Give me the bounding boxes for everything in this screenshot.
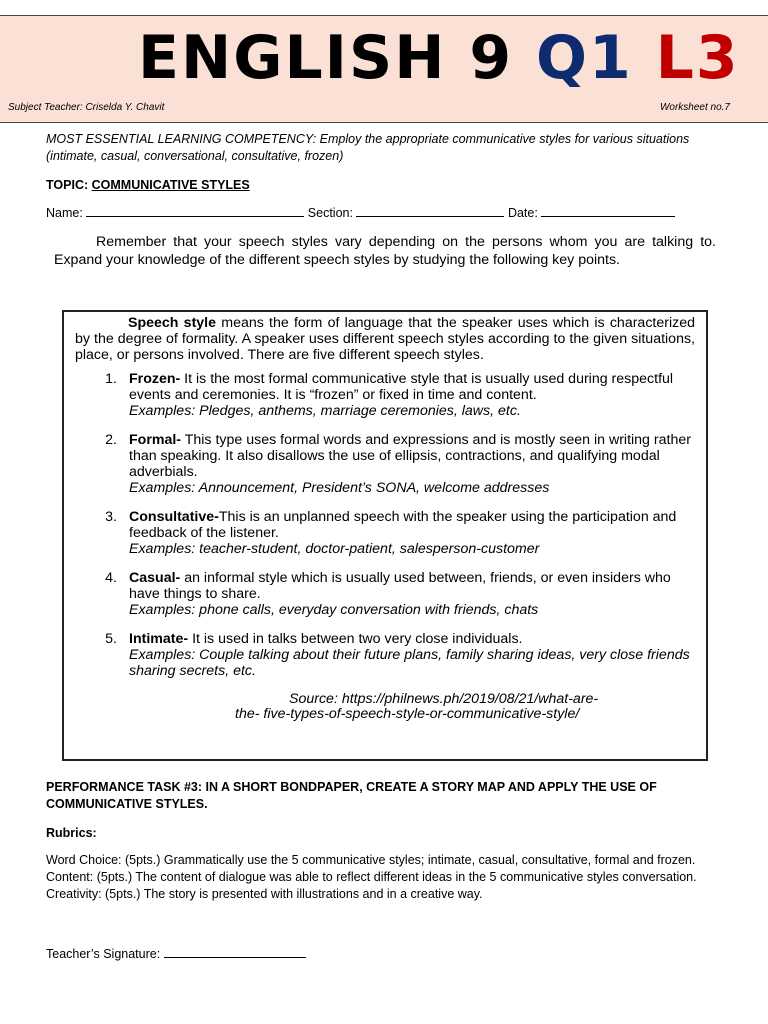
item-description: This is an unplanned speech with the speaker using the participation and feedback of the listener. — [129, 509, 677, 541]
worksheet-header — [0, 15, 768, 123]
list-item — [75, 432, 695, 496]
name-label: Name: — [46, 206, 83, 220]
teacher-signature-line — [46, 945, 306, 963]
item-term: Consultative- — [129, 509, 219, 525]
intro-paragraph: Remember that your speech styles vary depending on the persons whom you are talking to. Expand your knowledge of the different speech styles by studying the following key points. — [54, 234, 716, 268]
item-number: 1. — [105, 371, 117, 387]
signature-label: Teacher’s Signature: — [46, 947, 161, 961]
subject-teacher: Subject Teacher: Criselda Y. Chavit — [8, 102, 165, 113]
item-description: an informal style which is usually used between, friends, or even insiders who have things to share. — [129, 570, 671, 602]
signature-field[interactable] — [164, 945, 306, 958]
list-item — [75, 570, 695, 618]
item-examples: Examples: Pledges, anthems, marriage ceremonies, laws, etc. — [129, 403, 521, 419]
topic-line — [46, 177, 250, 194]
performance-task: PERFORMANCE TASK #3: IN A SHORT BONDPAPER, CREATE A STORY MAP AND APPLY THE USE OF COMMUNICATIVE STYLES. — [46, 780, 657, 811]
section-label: Section: — [307, 206, 353, 220]
worksheet-number: Worksheet no.7 — [659, 102, 730, 113]
list-item — [75, 371, 695, 419]
source-citation — [75, 692, 695, 722]
speech-style-definition — [75, 315, 695, 363]
list-item — [75, 631, 695, 679]
item-examples: Examples: teacher-student, doctor-patient, salesperson-customer — [129, 541, 540, 557]
name-field[interactable] — [86, 204, 304, 217]
item-number: 5. — [105, 631, 117, 647]
item-examples: Examples: Couple talking about their future plans, family sharing ideas, very close friends sharing secrets, etc. — [129, 647, 690, 679]
learning-competency: MOST ESSENTIAL LEARNING COMPETENCY: Employ the appropriate communicative styles for various situations (intimate, casual, conversational, consultative, frozen) — [46, 132, 690, 163]
item-description: It is the most formal communicative style that is usually used during respectful events and ceremonies. It is “frozen” or fixed in time and content. — [129, 371, 674, 403]
item-description: This type uses formal words and expressions and is mostly seen in writing rather than speaking. It also disallows the use of ellipsis, contractions, and qualifying modal adverbials. — [129, 432, 691, 480]
date-field[interactable] — [541, 204, 675, 217]
item-examples: Examples: Announcement, President’s SONA, welcome addresses — [129, 480, 550, 496]
speech-styles-box — [62, 310, 708, 761]
item-number: 3. — [105, 509, 117, 525]
definition-term: Speech style — [128, 315, 217, 331]
item-term: Frozen- — [129, 371, 181, 387]
date-label: Date: — [507, 206, 538, 220]
rubrics-heading: Rubrics: — [46, 826, 97, 840]
item-description: It is used in talks between two very close individuals. — [188, 631, 523, 647]
item-number: 4. — [105, 570, 117, 586]
definition-text: means the form of language that the speaker uses which is characterized by the degree of formality. A speaker uses different speech styles according to the given situations, place, or persons involved. There are five different speech styles. — [75, 315, 696, 363]
title-quarter: Q1 — [535, 23, 633, 93]
item-term: Intimate- — [129, 631, 189, 647]
title-subject: ENGLISH 9 — [138, 23, 514, 93]
topic-label: TOPIC: — [46, 178, 89, 192]
source-line-2: the- five-types-of-speech-style-or-communicative-style/ — [235, 706, 580, 722]
list-item — [75, 509, 695, 557]
topic-value: COMMUNICATIVE STYLES — [91, 178, 250, 192]
title-lesson: L3 — [655, 23, 740, 93]
rubric-content: Content: (5pts.) The content of dialogue was able to reflect different ideas in the 5 communicative styles conversation. — [46, 870, 697, 884]
item-term: Casual- — [129, 570, 181, 586]
item-number: 2. — [105, 432, 117, 448]
item-term: Formal- — [129, 432, 182, 448]
page-title — [138, 22, 740, 94]
section-field[interactable] — [356, 204, 504, 217]
rubric-creativity: Creativity: (5pts.) The story is presented with illustrations and in a creative way. — [46, 887, 483, 901]
student-info-row — [46, 204, 675, 222]
source-line-1: Source: https://philnews.ph/2019/08/21/what-are- — [289, 691, 599, 707]
rubric-word-choice: Word Choice: (5pts.) Grammatically use the 5 communicative styles; intimate, casual, consultative, formal and frozen. — [46, 853, 696, 867]
rubrics-list — [46, 852, 736, 903]
item-examples: Examples: phone calls, everyday conversation with friends, chats — [129, 602, 539, 618]
